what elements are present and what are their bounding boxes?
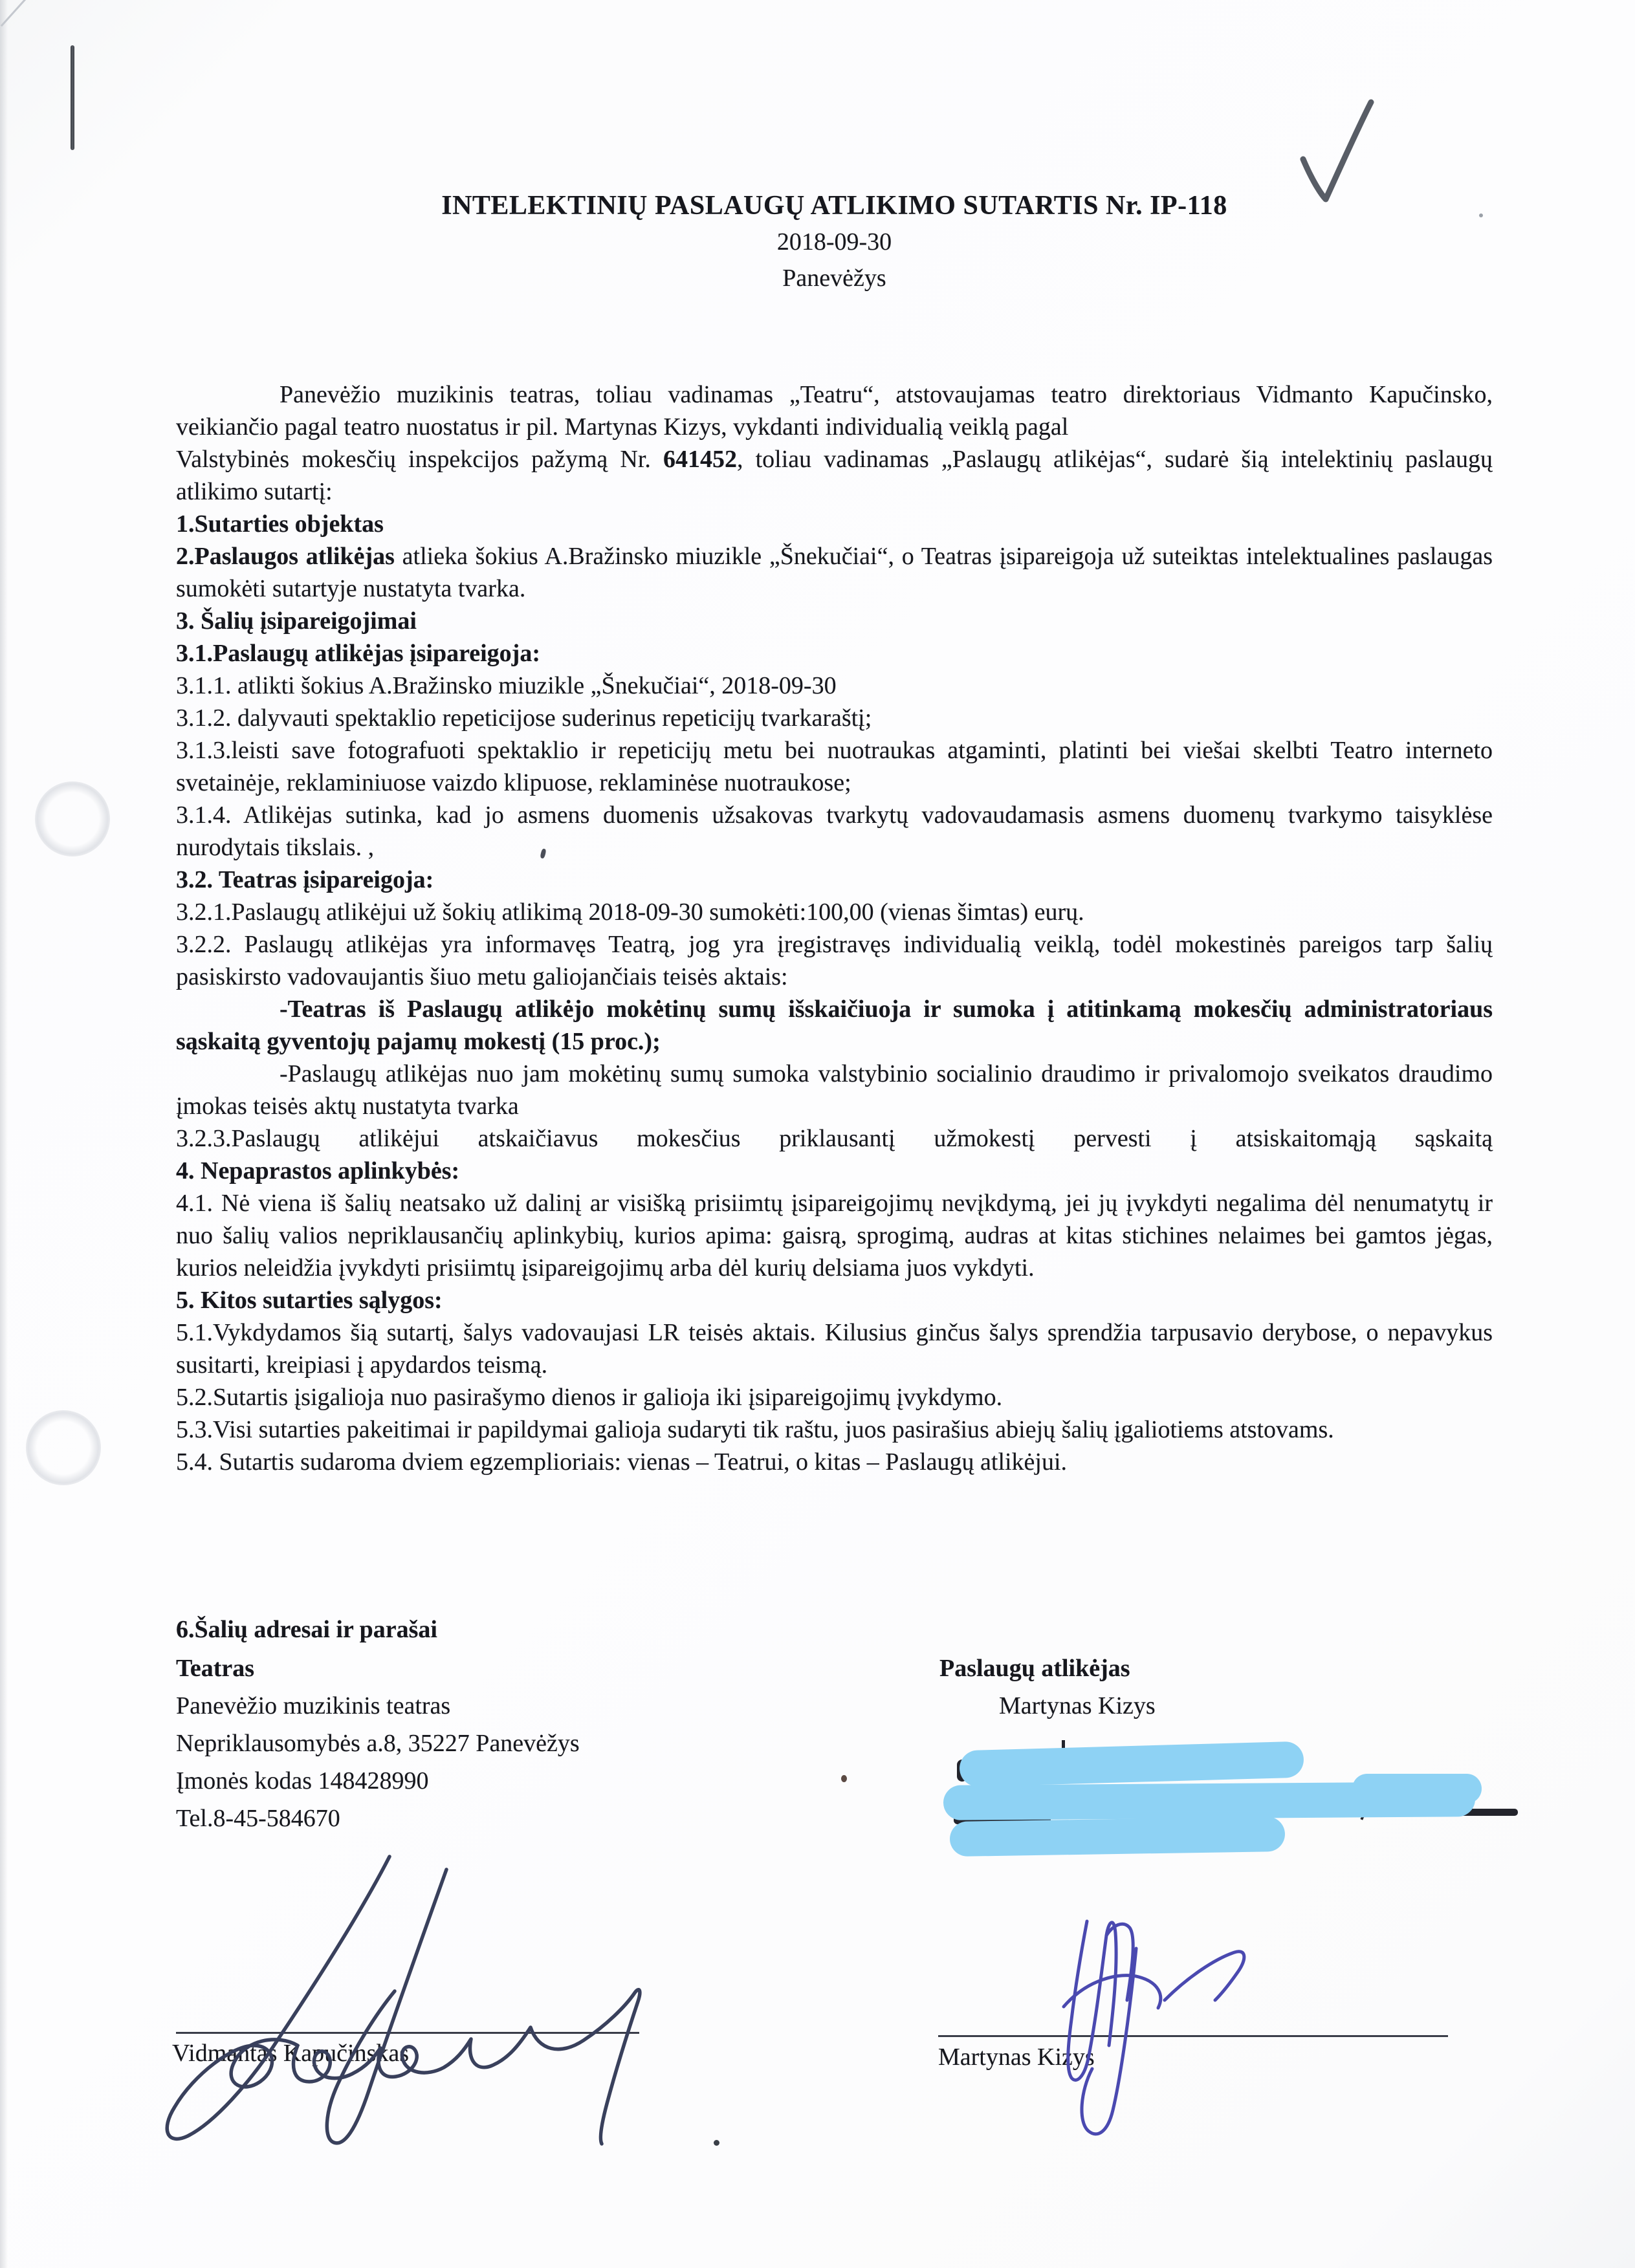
- clause-3-1-3: 3.1.3.leisti save fotografuoti spektaklio ir repeticijų metu bei nuotraukas atgaminti, platinti bei viešai skelbti Teatro interneto svetainėje, reklaminiuose vaizdo klipuose, reklaminėse nuotraukose;: [176, 737, 1493, 796]
- section-6-heading: 6.Šalių adresai ir parašai: [176, 1616, 437, 1643]
- scan-edge-shade: [0, 0, 8, 2268]
- theatre-role-label: Teatras: [176, 1655, 255, 1682]
- clause-5-2: 5.2.Sutartis įsigalioja nuo pasirašymo dienos ir galioja iki įsipareigojimų įvykdymo.: [176, 1384, 1003, 1411]
- hole-punch-smudge: [26, 1410, 101, 1485]
- clause-3-2-3: 3.2.3.Paslaugų atlikėjui atskaičiavus mokesčius priklausantį užmokestį pervesti į atsiskaitomąją sąskaitą: [176, 1125, 1493, 1152]
- redaction-bar: [959, 1741, 1304, 1787]
- document-date: 2018-09-30: [776, 228, 892, 256]
- redaction-bar: [950, 1816, 1286, 1857]
- section-2-label: 2.Paslaugos atlikėjas: [176, 543, 395, 570]
- parties-block: [176, 1612, 1493, 1832]
- staple-mark: [71, 45, 74, 150]
- theatre-name: Panevėžio muzikinis teatras: [176, 1692, 451, 1719]
- scan-speck: [714, 2140, 719, 2146]
- checkmark-icon: [1294, 97, 1378, 207]
- signature-theatre: [84, 1851, 705, 2155]
- intro-part1: Valstybinės mokesčių inspekcijos pažymą Nr.: [176, 446, 664, 473]
- redaction-bar-bump: [1352, 1774, 1482, 1804]
- section-5-heading: 5. Kitos sutarties sąlygos:: [176, 1287, 443, 1314]
- signature-performer: [1009, 1910, 1346, 2143]
- performer-details: [939, 1650, 1493, 1725]
- hole-punch-smudge: [35, 781, 110, 856]
- section-1-heading: 1.Sutarties objektas: [176, 510, 384, 538]
- clause-3-1-1: 3.1.1. atlikti šokius A.Bražinsko miuzikle „Šnekučiai“, 2018-09-30: [176, 672, 837, 699]
- scan-speck: [841, 1775, 847, 1782]
- document-city: Panevėžys: [782, 265, 886, 292]
- clause-3-2-1: 3.2.1.Paslaugų atlikėjui už šokių atlikimą 2018-09-30 sumokėti:100,00 (vienas šimtas) eurų.: [176, 899, 1084, 926]
- clause-5-1: 5.1.Vykdydamos šią sutartį, šalys vadovaujasi LR teisės aktais. Kilusius ginčus šalys sprendžia tarpusavio derybose, o nepavykus susitarti, kreipiasi į apydardos teismą.: [176, 1319, 1493, 1379]
- section-3-heading: 3. Šalių įsipareigojimai: [176, 607, 417, 635]
- performer-name: Martynas Kizys: [999, 1692, 1156, 1719]
- clause-3-2-2: 3.2.2. Paslaugų atlikėjas yra informavęs Teatrą, jog yra įregistravęs individualią veiklą, todėl mokestinės pareigos tarp šalių pasiskirsto vadovaujantis šiuo metu galiojančiais teisės aktais:: [176, 931, 1493, 990]
- signer-name-performer: Martynas Kizys: [938, 2044, 1095, 2071]
- intro-paragraph-2: [176, 443, 1493, 508]
- signer-name-theatre: Vidmantas Kapučinskas: [172, 2040, 410, 2067]
- section-4-heading: 4. Nepaprastos aplinkybės:: [176, 1157, 460, 1184]
- theatre-phone: Tel.8-45-584670: [176, 1805, 340, 1832]
- theatre-company-code: Įmonės kodas 148428990: [176, 1767, 429, 1794]
- clause-3-2-2-dash-2: -Paslaugų atlikėjas nuo jam mokėtinų sumų sumoka valstybinio socialinio draudimo ir privalomojo sveikatos draudimo įmokas teisės aktų nustatyta tvarka: [176, 1060, 1493, 1120]
- intro-part2: , toliau vadinamas „Paslaugų atlikėjas“, sudarė šią intelektinių paslaugų atlikimo sutartį:: [176, 446, 1493, 505]
- clause-3-2-2-dash-1: -Teatras iš Paslaugų atlikėjo mokėtinų sumų išskaičiuoja ir sumoka į atitinkamą mokesčių administratoriaus sąskaitą gyventojų pajamų mokestį (15 proc.);: [176, 996, 1493, 1055]
- clause-3-1-4: 3.1.4. Atlikėjas sutinka, kad jo asmens duomenis užsakovas tvarkytų vadovaudamasis asmens duomenų tvarkymo taisyklėse nurodytais tikslais. ,: [176, 801, 1493, 861]
- clause-4-1: 4.1. Nė viena iš šalių neatsako už dalinį ar visišką prisiimtų įsipareigojimų nevįkdymą, jei jų įvykdyti negalima dėl nenumatytų ir nuo šalių valios nepriklausančių aplinkybių, kurios apima: gaisrą, sprogimą, audras at kitas stichines nelaimes bei gamtos jėgas, kurios neleidžia įvykdyti prisiimtų įsipareigojimų arba dėl kurių delsiama juos vykdyti.: [176, 1190, 1493, 1281]
- section-2-text: atlieka šokius A.Bražinsko miuzikle „Šnekučiai“, o Teatras įsipareigoja už suteiktas intelektualines paslaugas sumokėti sutartyje nustatyta tvarka.: [176, 543, 1493, 602]
- clause-5-4: 5.4. Sutartis sudaroma dviem egzemplioriais: vienas – Teatrui, o kitas – Paslaugų atlikėjui.: [176, 1448, 1068, 1476]
- section-3-2-heading: 3.2. Teatras įsipareigoja:: [176, 866, 434, 893]
- contract-body: [176, 378, 1493, 1478]
- clause-3-1-2: 3.1.2. dalyvauti spektaklio repeticijose suderinus repeticijų tvarkaraštį;: [176, 704, 872, 732]
- page-title: INTELEKTINIŲ PASLAUGŲ ATLIKIMO SUTARTIS Nr. IP-118: [441, 191, 1227, 221]
- registration-number: 641452: [663, 446, 738, 473]
- theatre-details: [176, 1650, 810, 1837]
- section-3-1-heading: 3.1.Paslaugų atlikėjas įsipareigoja:: [176, 640, 540, 667]
- intro-paragraph-1: Panevėžio muzikinis teatras, toliau vadinamas „Teatru“, atstovaujamas teatro direktoriaus Vidmanto Kapučinsko, veikiančio pagal teatro nuostatus ir pil. Martynas Kizys, vykdanti individualią veiklą pagal: [176, 381, 1493, 441]
- section-2: [176, 540, 1493, 605]
- performer-role-label: Paslaugų atlikėjas: [939, 1655, 1130, 1682]
- theatre-address: Nepriklausomybės a.8, 35227 Panevėžys: [176, 1730, 580, 1757]
- clause-5-3: 5.3.Visi sutarties pakeitimai ir papildymai galioja sudaryti tik raštu, juos pasirašius abiejų šalių įgaliotiems atstovams.: [176, 1416, 1334, 1443]
